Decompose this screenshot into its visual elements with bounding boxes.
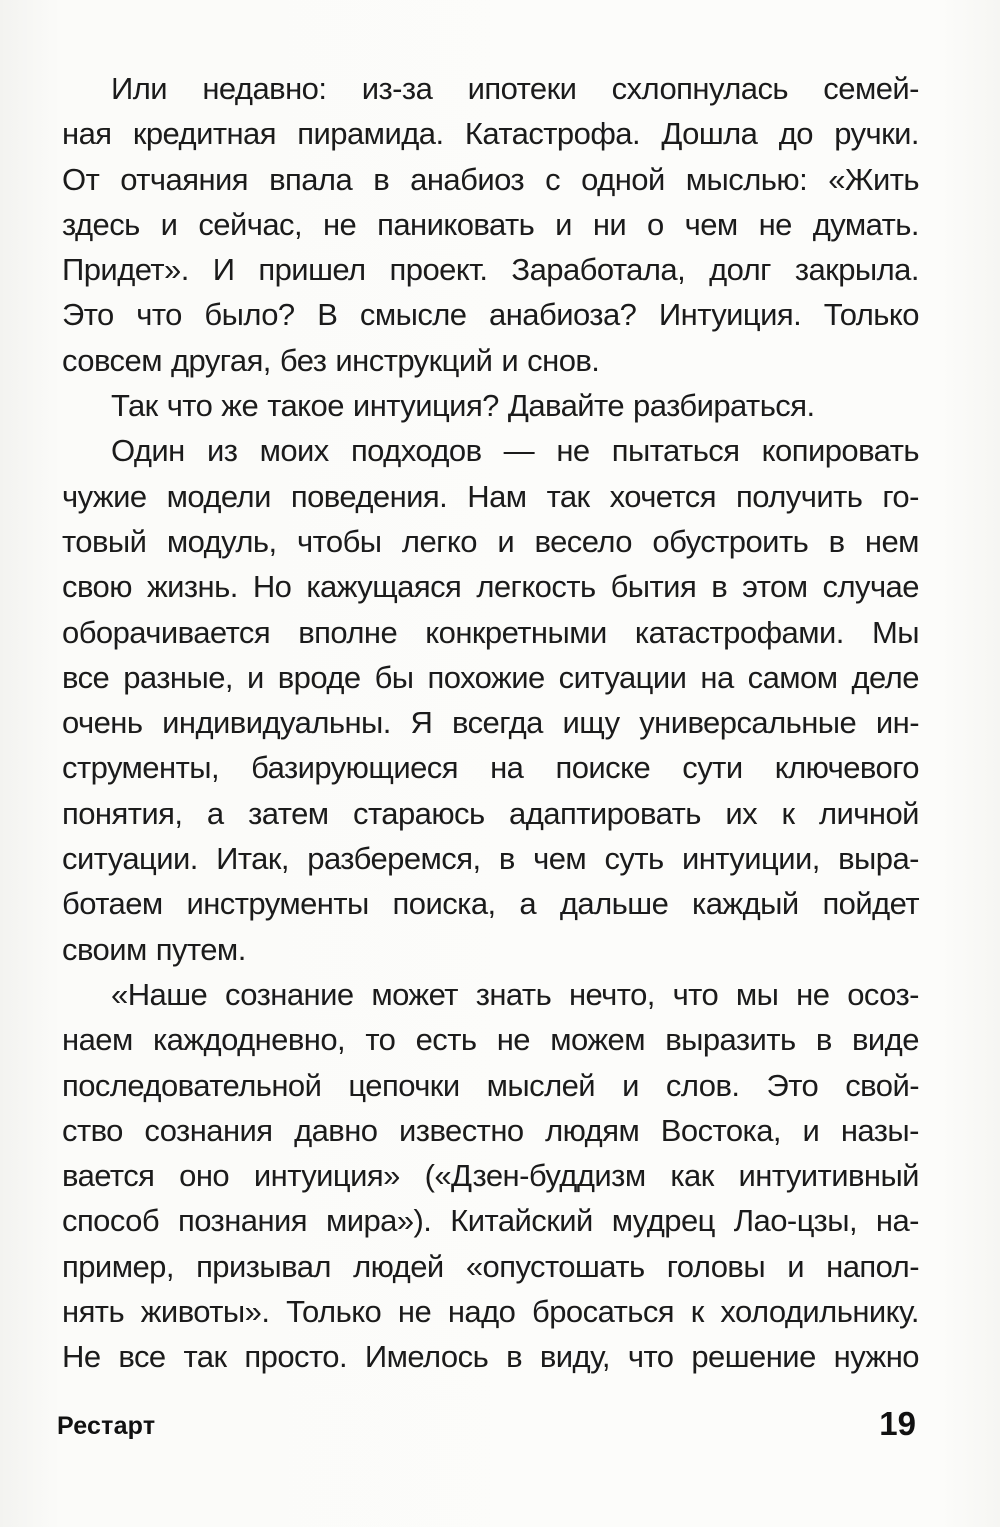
word: понятия,: [62, 795, 183, 831]
word: вполне: [298, 614, 398, 650]
word: Лао-цзы,: [733, 1203, 858, 1239]
word: давно: [294, 1112, 378, 1148]
word: отчаяния: [120, 161, 249, 197]
word: здесь: [62, 206, 140, 242]
word: одной: [581, 161, 665, 197]
word: и: [802, 1112, 820, 1148]
word: подходов: [350, 433, 482, 469]
word: Так: [111, 388, 158, 424]
word: ситуации.: [62, 841, 198, 877]
word: анабиоз: [410, 161, 525, 197]
word: виде: [851, 1022, 919, 1058]
running-footer-title: Рестарт: [57, 1412, 156, 1440]
text-line: [62, 519, 919, 564]
word: в: [711, 569, 728, 605]
text-line: [62, 564, 919, 609]
word: адаптировать: [509, 795, 701, 831]
text-line: [62, 1153, 919, 1198]
word: самом: [747, 659, 838, 695]
word: модели: [166, 478, 271, 514]
word: ипотеки: [467, 71, 577, 106]
text-line: [62, 1244, 919, 1289]
word: что: [136, 297, 182, 333]
word: струменты,: [62, 750, 220, 786]
word: поиска,: [392, 886, 496, 922]
word: «опустошать: [465, 1248, 645, 1284]
word: разберемся,: [307, 841, 481, 877]
word: Итак,: [216, 841, 289, 877]
word: сознание: [224, 976, 354, 1012]
word: легко: [401, 523, 477, 559]
word: виду,: [539, 1339, 610, 1375]
word: затем: [248, 795, 329, 831]
word: и: [246, 659, 264, 695]
word: сути: [682, 750, 743, 786]
word: нять: [62, 1294, 125, 1330]
word: получить: [735, 478, 863, 514]
word: в: [498, 841, 515, 877]
word: мира»).: [325, 1203, 432, 1239]
word: свой-: [845, 1067, 919, 1103]
word: индивидуальны.: [162, 705, 391, 741]
text-line: [62, 881, 919, 926]
word: все: [62, 659, 110, 695]
word: го-: [882, 478, 919, 514]
text-line: [62, 338, 919, 383]
word: на-: [875, 1203, 919, 1239]
word: так: [546, 478, 590, 514]
word: личной: [818, 795, 919, 831]
word: Заработала,: [511, 252, 686, 288]
word: и: [160, 206, 178, 242]
word: совсем: [62, 342, 162, 378]
word: инструкций: [335, 342, 493, 378]
word: Это: [62, 297, 114, 333]
word: другая,: [170, 342, 271, 378]
word: Имелось: [364, 1339, 489, 1375]
word: Только: [823, 297, 919, 333]
text-line: [62, 202, 919, 247]
word: познания: [177, 1203, 308, 1239]
word: семей-: [823, 71, 919, 106]
word: пришел: [258, 252, 366, 288]
word: жизнь.: [146, 569, 238, 605]
text-line: [62, 292, 919, 337]
word: Это: [766, 1067, 819, 1103]
word: надо: [447, 1294, 516, 1330]
word: людей: [353, 1248, 444, 1284]
word: осоз-: [847, 976, 919, 1012]
word: слов.: [665, 1067, 740, 1103]
text-line: [62, 655, 919, 700]
word: обустроить: [652, 523, 809, 559]
word: цепочки: [348, 1067, 460, 1103]
word: не: [397, 1294, 432, 1330]
word: каждый: [692, 886, 799, 922]
word: инструменты: [186, 886, 369, 922]
word: моих: [259, 433, 329, 469]
word: анабиоза?: [489, 297, 637, 333]
text-line: [62, 836, 919, 881]
word: наем: [62, 1022, 133, 1058]
text-line: [62, 1063, 919, 1108]
word: ботаем: [62, 886, 163, 922]
word: кажущаяся: [306, 569, 462, 605]
word: Придет».: [62, 252, 189, 288]
word: Я: [410, 705, 433, 741]
text-line: [62, 1017, 919, 1062]
word: интуиция»: [253, 1158, 400, 1194]
word: ная: [62, 116, 112, 152]
word: же: [221, 388, 259, 424]
word: может: [371, 976, 458, 1012]
text-line: [62, 1334, 919, 1379]
word: всегда: [452, 705, 543, 741]
text-line: [62, 157, 919, 202]
word: в: [828, 523, 845, 559]
word: нужно: [833, 1339, 919, 1375]
word: очень: [62, 705, 143, 741]
word: ищу: [562, 705, 620, 741]
word: решение: [691, 1339, 816, 1375]
text-line: [62, 745, 919, 790]
word: чтобы: [297, 523, 382, 559]
word: ключевого: [774, 750, 919, 786]
word: «Наше: [111, 976, 208, 1012]
word: напол-: [826, 1248, 919, 1284]
word: Один: [111, 433, 185, 469]
word: а: [206, 795, 224, 831]
word: известно: [399, 1112, 524, 1148]
word: можем: [550, 1022, 645, 1058]
text-line: [62, 972, 919, 1017]
word: последовательной: [62, 1067, 322, 1103]
word: до: [778, 116, 813, 152]
word: Но: [252, 569, 292, 605]
word: и: [555, 206, 572, 242]
word: пойдет: [822, 886, 919, 922]
word: сейчас,: [198, 206, 303, 242]
word: не: [496, 1022, 530, 1058]
word: —: [503, 433, 535, 469]
word: в: [815, 1022, 832, 1058]
word: чем: [533, 841, 587, 877]
word: Нам: [467, 478, 527, 514]
word: думать.: [812, 206, 919, 242]
word: не: [796, 976, 830, 1012]
text-line: [62, 474, 919, 519]
word: ситуации: [558, 659, 687, 695]
word: интуитивный: [738, 1158, 919, 1194]
word: Катастрофа.: [464, 116, 641, 152]
text-line: [62, 247, 919, 292]
word: Мы: [871, 614, 919, 650]
word: с: [545, 161, 561, 197]
word: их: [725, 795, 758, 831]
word: без: [279, 342, 327, 378]
word: поиске: [555, 750, 651, 786]
text-line: [62, 111, 919, 156]
word: а: [519, 886, 537, 922]
word: этом: [742, 569, 808, 605]
word: головы: [666, 1248, 766, 1284]
word: есть: [415, 1022, 477, 1058]
text-line: [62, 1289, 919, 1334]
word: Востока,: [660, 1112, 781, 1148]
word: о: [647, 206, 664, 242]
text-line: [62, 700, 919, 745]
text-line: [62, 927, 919, 972]
word: что: [627, 1339, 674, 1375]
word: из-за: [361, 71, 433, 106]
word: бросаться: [532, 1294, 675, 1330]
word: Интуиция.: [658, 297, 802, 333]
word: на: [700, 659, 734, 695]
word: путем.: [155, 931, 246, 967]
word: не: [758, 206, 792, 242]
text-line: [62, 383, 919, 428]
word: ин-: [875, 705, 919, 741]
word: универсальные: [639, 705, 857, 741]
word: в: [373, 161, 390, 197]
word: своим: [62, 931, 147, 967]
word: похожие: [427, 659, 545, 695]
word: и: [787, 1248, 804, 1284]
word: кредитная: [132, 116, 276, 152]
word: Дошла: [661, 116, 758, 152]
word: товый: [62, 523, 147, 559]
word: что: [166, 388, 213, 424]
word: конкретными: [425, 614, 607, 650]
word: чужие: [62, 478, 147, 514]
word: дальше: [559, 886, 669, 922]
word: Давайте: [507, 388, 625, 424]
word: впала: [269, 161, 353, 197]
word: способ: [62, 1203, 160, 1239]
word: нем: [864, 523, 919, 559]
word: весело: [534, 523, 632, 559]
word: животы».: [140, 1294, 270, 1330]
word: деле: [851, 659, 919, 695]
word: базирующиеся: [251, 750, 458, 786]
word: свою: [62, 569, 132, 605]
text-line: [62, 791, 919, 836]
word: нечто,: [568, 976, 655, 1012]
word: чем: [684, 206, 738, 242]
word: От: [62, 161, 100, 197]
word: что: [672, 976, 719, 1012]
text-line: [62, 66, 919, 111]
word: было?: [204, 297, 295, 333]
word: на: [490, 750, 524, 786]
body-text: [62, 66, 919, 1380]
word: паниковать: [377, 206, 535, 242]
word: выра-: [838, 841, 919, 877]
word: назы-: [840, 1112, 919, 1148]
word: И: [212, 252, 235, 288]
word: из: [206, 433, 238, 469]
word: холодильнику.: [720, 1294, 919, 1330]
word: ство: [62, 1112, 123, 1148]
word: каждодневно,: [152, 1022, 346, 1058]
word: закрыла.: [794, 252, 919, 288]
word: оно: [179, 1158, 230, 1194]
word: легкость: [476, 569, 596, 605]
word: мыслью:: [685, 161, 808, 197]
word: не: [322, 206, 357, 242]
word: снов.: [527, 342, 600, 378]
word: оборачивается: [62, 614, 271, 650]
word: в: [506, 1339, 522, 1375]
page-number: 19: [879, 1405, 916, 1442]
word: не: [556, 433, 590, 469]
word: недавно:: [202, 71, 327, 106]
word: к: [690, 1294, 704, 1330]
word: суть: [604, 841, 664, 877]
text-line: [62, 1198, 919, 1243]
word: ни: [592, 206, 627, 242]
word: сознания: [144, 1112, 273, 1148]
text-line: [62, 428, 919, 473]
word: бытия: [610, 569, 697, 605]
word: Или: [111, 71, 168, 106]
word: В: [317, 297, 338, 333]
word: пытаться: [611, 433, 740, 469]
word: то: [365, 1022, 396, 1058]
word: пирамида.: [297, 116, 444, 152]
word: интуиции,: [681, 841, 820, 877]
word: хочется: [609, 478, 716, 514]
word: людям: [545, 1112, 640, 1148]
word: пример,: [62, 1248, 174, 1284]
text-line: [62, 1108, 919, 1153]
word: и: [622, 1067, 639, 1103]
word: проект.: [389, 252, 488, 288]
word: «Жить: [828, 161, 919, 197]
word: как: [670, 1158, 714, 1194]
word: просто.: [244, 1339, 348, 1375]
word: к: [781, 795, 795, 831]
word: Не: [62, 1339, 101, 1375]
word: схлопнулась: [611, 71, 788, 106]
word: случае: [822, 569, 919, 605]
word: поведения.: [290, 478, 448, 514]
word: («Дзен-буддизм: [424, 1158, 646, 1194]
word: Только: [286, 1294, 382, 1330]
word: бы: [374, 659, 414, 695]
word: мудрец: [611, 1203, 715, 1239]
word: призывал: [196, 1248, 331, 1284]
word: мыслей: [486, 1067, 596, 1103]
word: и: [497, 523, 515, 559]
word: разные,: [123, 659, 233, 695]
word: так: [183, 1339, 227, 1375]
word: Китайский: [450, 1203, 593, 1239]
word: и: [501, 342, 519, 378]
text-line: [62, 610, 919, 655]
word: мы: [735, 976, 779, 1012]
word: такое: [267, 388, 344, 424]
word: смысле: [359, 297, 467, 333]
word: ручки.: [834, 116, 919, 152]
word: модуль,: [166, 523, 277, 559]
word: все: [118, 1339, 166, 1375]
word: вается: [62, 1158, 155, 1194]
word: вроде: [277, 659, 361, 695]
word: долг: [709, 252, 771, 288]
word: выразить: [665, 1022, 796, 1058]
word: катастрофами.: [634, 614, 844, 650]
word: стараюсь: [353, 795, 485, 831]
word: знать: [475, 976, 552, 1012]
word: разбираться.: [633, 388, 815, 424]
word: копировать: [761, 433, 919, 469]
word: интуиция?: [352, 388, 499, 424]
